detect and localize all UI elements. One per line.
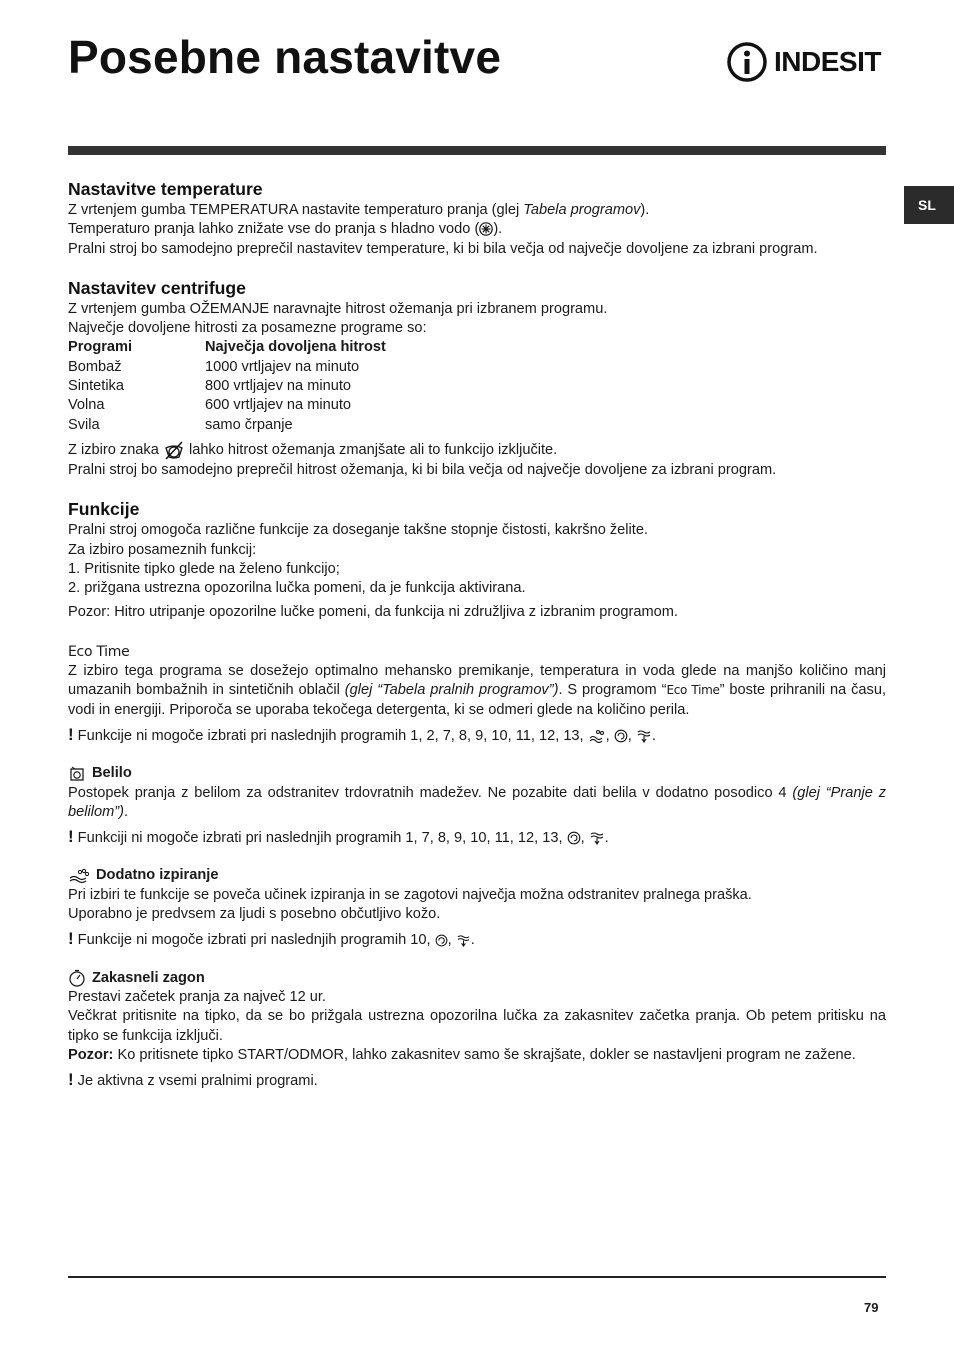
- bleach-section: [68, 764, 886, 848]
- spin-program-icon: [435, 934, 448, 947]
- ecotime-text-1-end: . S programom: [558, 682, 657, 699]
- extra-rinse-icon: [68, 868, 90, 884]
- period: .: [470, 932, 475, 949]
- spin-sign-text: Z izbiro znaka: [68, 441, 163, 458]
- bleach-heading: Belilo: [92, 765, 132, 782]
- rinse-line-1: Pri izbiri te funkcije se poveča učinek izpiranja in se zagotovi največja možna odstranitev pralnega praška.: [68, 886, 752, 903]
- spin-program-icon: [567, 831, 581, 845]
- temperature-heading: Nastavitve temperature: [68, 179, 263, 199]
- functions-warning: Pozor: Hitro utripanje opozorilne lučke pomeni, da funkcija ni združljiva z izbranim programom.: [68, 604, 678, 621]
- separator: ,: [605, 727, 614, 744]
- period: .: [651, 727, 656, 744]
- spin-heading: Nastavitev centrifuge: [68, 277, 246, 298]
- page-title: Posebne nastavitve: [68, 31, 502, 83]
- rinse-note: [68, 929, 886, 950]
- spin-speed-table: [68, 338, 386, 434]
- spin-line-2: Največje dovoljene hitrosti za posamezne programe so:: [68, 320, 427, 337]
- table-row: [68, 416, 386, 435]
- ecotime-inline-label: Eco Time: [666, 683, 720, 698]
- delay-section: [68, 969, 886, 1092]
- table-cell-program: Sintetika: [68, 378, 124, 395]
- spin-line-1: Z vrtenjem gumba OŽEMANJE naravnajte hitrost ožemanja pri izbranem programu.: [68, 300, 608, 317]
- temperature-line-2: [68, 220, 886, 239]
- spin-sign-text-end: lahko hitrost ožemanja zmanjšate ali to funkcijo izključite.: [184, 441, 558, 458]
- functions-line-1: Pralni stroj omogoča različne funkcije za doseganje takšne stopnje čistosti, kakršno želite.: [68, 522, 648, 539]
- brand-name: INDESIT: [774, 46, 881, 77]
- temperature-line-1-ref: Tabela programov: [523, 202, 641, 218]
- ecotime-note-text: Funkcije ni mogoče izbrati pri naslednjih programih 1, 2, 7, 8, 9, 10, 11, 12, 13,: [77, 727, 588, 744]
- delay-line-3: [68, 1046, 886, 1065]
- delay-warning-text: Ko pritisnete tipko START/ODMOR, lahko zakasnitev samo še skrajšate, dokler se nastavljeni program ne zažene.: [113, 1046, 856, 1063]
- language-tab: SL: [904, 186, 954, 224]
- separator: ,: [447, 932, 456, 949]
- ecotime-label: Eco Time: [68, 643, 130, 660]
- bleach-text: [68, 784, 886, 823]
- functions-step-1: 1. Pritisnite tipko glede na želeno funkcijo;: [68, 560, 340, 577]
- delay-heading-row: [68, 969, 886, 988]
- table-header-row: [68, 338, 386, 357]
- delay-line-2: Večkrat pritisnite na tipko, da se bo prižgala ustrezna opozorilna lučka za zakasnitev začetka pranja. Ob petem pritisku na tipko se funkcija izključi.: [68, 1008, 886, 1044]
- spin-section: [68, 277, 886, 480]
- table-cell-speed: 800 vrtljajev na minuto: [205, 378, 352, 395]
- timer-icon: [68, 969, 86, 987]
- table-cell-speed: 1000 vrtljajev na minuto: [205, 358, 360, 375]
- delay-note-text: Je aktivna z vsemi pralnimi programi.: [77, 1073, 318, 1090]
- table-row: [68, 396, 386, 415]
- page-number: 79: [864, 1300, 879, 1315]
- snowflake-icon: [479, 222, 493, 236]
- drain-icon: [636, 729, 652, 743]
- table-cell-speed: 600 vrtljajev na minuto: [205, 397, 352, 414]
- drain-icon: [456, 934, 471, 947]
- exclamation-icon: !: [68, 827, 74, 847]
- table-row: [68, 358, 386, 377]
- brand-logo: [726, 40, 881, 84]
- table-header-program: Programi: [68, 339, 133, 356]
- period: .: [604, 830, 609, 847]
- ecotime-text: [68, 662, 886, 720]
- drain-icon: [589, 831, 605, 845]
- bleach-note-text: Funkciji ni mogoče izbrati pri naslednjih programih 1, 7, 8, 9, 10, 11, 12, 13,: [77, 830, 567, 847]
- delay-heading: Zakasneli zagon: [92, 969, 205, 986]
- spin-sign-line: [68, 439, 886, 461]
- rinse-icon: [588, 729, 606, 743]
- ecotime-ref: (glej “Tabela pralnih programov”): [344, 682, 559, 699]
- rinse-line-2: Uporabno je predvsem za ljudi s posebno občutljivo kožo.: [68, 906, 441, 923]
- temperature-line-1-end: ).: [640, 202, 650, 218]
- table-cell-program: Svila: [68, 416, 100, 433]
- bleach-text-end: .: [123, 803, 129, 820]
- temperature-section: [68, 178, 886, 259]
- bleach-icon: [68, 765, 86, 783]
- temperature-line-1: [68, 201, 886, 220]
- ecotime-note: [68, 725, 886, 746]
- quote-close: ”: [719, 682, 725, 699]
- bleach-text-main: Postopek pranja z belilom za odstranitev trdovratnih madežev. Ne pozabite dati belila v dodatno posodico 4: [68, 784, 793, 801]
- table-cell-program: Volna: [68, 397, 105, 414]
- rinse-heading: Dodatno izpiranje: [96, 867, 219, 884]
- bleach-ref: (glej “Pranje z belilom”): [68, 784, 886, 820]
- rinse-heading-row: [68, 866, 886, 885]
- delay-warning-label: Pozor:: [68, 1046, 114, 1063]
- bleach-note: [68, 827, 886, 848]
- spin-line-last: Pralni stroj bo samodejno preprečil hitrost ožemanja, ki bi bila večja od največje dovoljene za izbrani program.: [68, 461, 777, 478]
- quote-open: “: [661, 682, 667, 699]
- ecotime-section: [68, 643, 886, 746]
- table-header-speed: Največja dovoljena hitrost: [205, 339, 386, 356]
- spin-program-icon: [614, 729, 628, 743]
- temperature-line-3: Pralni stroj bo samodejno preprečil nastavitev temperature, ki bi bila večja od največje dovoljene za izbrani program.: [68, 240, 818, 257]
- temperature-line-2-end: ).: [493, 221, 503, 238]
- delay-line-1: Prestavi začetek pranja za največ 12 ur.: [68, 988, 326, 1005]
- rinse-note-text: Funkcije ni mogoče izbrati pri naslednjih programih 10,: [77, 932, 435, 949]
- exclamation-icon: !: [68, 929, 74, 949]
- footer-divider: [68, 1276, 886, 1278]
- main-content: [68, 178, 886, 1091]
- temperature-line-1-text: Z vrtenjem gumba TEMPERATURA nastavite temperaturo pranja (glej: [68, 202, 524, 218]
- header-divider: [68, 146, 886, 155]
- temperature-line-2-text: Temperaturo pranja lahko znižate vse do pranja s hladno vodo (: [68, 221, 480, 238]
- functions-step-2: 2. prižgana ustrezna opozorilna lučka pomeni, da je funkcija aktivirana.: [68, 580, 526, 597]
- functions-section: [68, 498, 886, 622]
- delay-note: [68, 1070, 886, 1091]
- ecotime-text-2: boste prihranili na času, vodi in energiji. Priporoča se uporaba tekočega detergenta, ki se odmeri glede na količino perila.: [68, 682, 887, 718]
- separator: ,: [627, 727, 636, 744]
- table-cell-speed: samo črpanje: [205, 416, 293, 433]
- functions-line-2: Za izbiro posameznih funkcij:: [68, 541, 257, 558]
- table-row: [68, 377, 386, 396]
- separator: ,: [580, 830, 589, 847]
- functions-heading: Funkcije: [68, 499, 140, 520]
- table-cell-program: Bombaž: [68, 358, 122, 375]
- rinse-section: [68, 866, 886, 950]
- indesit-i-logo-icon: [726, 41, 768, 83]
- exclamation-icon: !: [68, 724, 74, 744]
- ecotime-text-1: Z izbiro tega programa se dosežejo optimalno mehansko premikanje, temperatura in voda glede na manjšo količino manj umazanih bombažnih in sintetičnih oblačil: [68, 663, 886, 699]
- spin-off-icon: [163, 439, 185, 461]
- bleach-heading-row: [68, 764, 886, 783]
- exclamation-icon: !: [68, 1070, 74, 1090]
